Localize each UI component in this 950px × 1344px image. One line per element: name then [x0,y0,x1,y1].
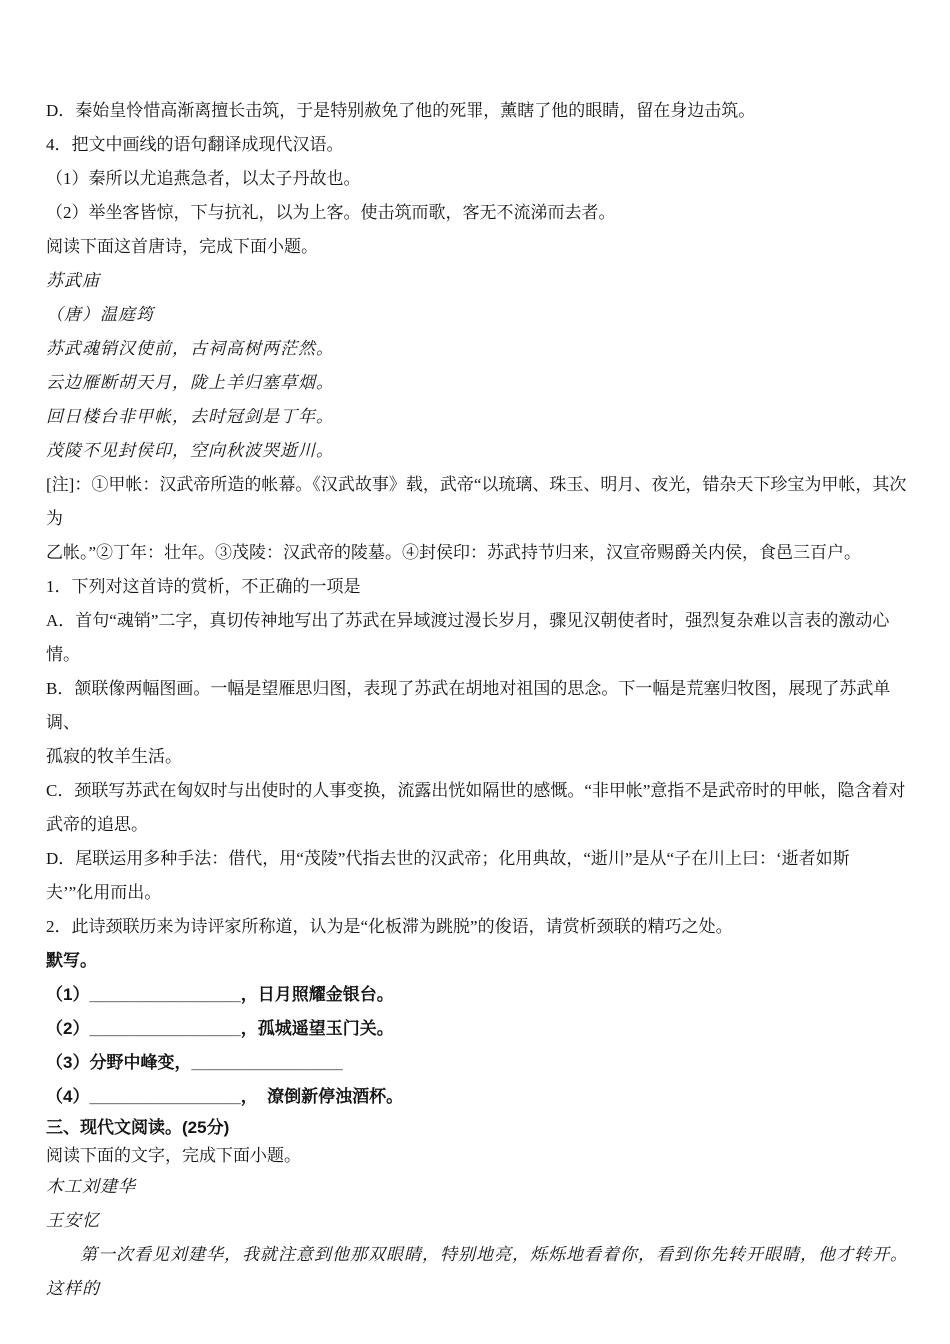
question-4-stem: 4．把文中画线的语句翻译成现代汉语。 [46,135,344,154]
dictation-item-3: （3）分野中峰变，________________ [46,1053,343,1072]
question-4-item-2: （2）举坐客皆惊，下与抗礼，以为上客。使击筑而歌，客无不流涕而去者。 [46,203,616,222]
q1-option-a-line-1: A．首句“魂销”二字，真切传神地写出了苏武在异域渡过漫长岁月，骤见汉朝使者时，强烈复杂难以言表的激动心 [46,611,890,630]
poem-reading-instruction: 阅读下面这首唐诗，完成下面小题。 [46,237,318,256]
poem-line-3: 回日楼台非甲帐，去时冠剑是丁年。 [46,407,334,427]
poem-line-1: 苏武魂销汉使前，古祠高树两茫然。 [46,339,334,359]
poem-note-line-2: 乙帐。”②丁年：壮年。③茂陵：汉武帝的陵墓。④封侯印：苏武持节归来，汉宣帝赐爵关内侯，食邑三百户。 [46,543,862,562]
dictation-heading: 默写。 [46,951,97,970]
q1-option-c-line-2: 武帝的追思。 [46,815,148,834]
question-2-stem: 2．此诗颈联历来为诗评家所称道，认为是“化板滞为跳脱”的俊语，请赏析颈联的精巧之处。 [46,917,733,936]
q1-option-d-line-1: D．尾联运用多种手法：借代，用“茂陵”代指去世的汉武帝；化用典故，“逝川”是从“子在川上曰：‘逝者如斯 [46,849,850,868]
essay-author: 王安忆 [46,1211,100,1231]
poem-note-line-1: [注]：①甲帐：汉武帝所造的帐幕。《汉武故事》载，武帝“以琉璃、珠玉、明月、夜光，错杂天下珍宝为甲帐，其次为 [46,475,907,528]
q3-option-d: D．秦始皇怜惜高渐离擅长击筑，于是特别赦免了他的死罪，薰瞎了他的眼睛，留在身边击筑。 [46,101,756,120]
question-1-stem: 1．下列对这首诗的赏析，不正确的一项是 [46,577,361,596]
q1-option-a-line-2: 情。 [46,645,80,664]
poem-line-2: 云边雁断胡天月，陇上羊归塞草烟。 [46,373,334,393]
dictation-item-1: （1）________________，日月照耀金银台。 [46,985,394,1004]
q1-option-b-line-2: 孤寂的牧羊生活。 [46,747,182,766]
question-4-item-1: （1）秦所以尤追燕急者，以太子丹故也。 [46,169,361,188]
modern-reading-instruction: 阅读下面的文字，完成下面小题。 [46,1146,301,1165]
essay-title: 木工刘建华 [46,1177,136,1197]
poem-title: 苏武庙 [46,271,100,291]
section-3-heading: 三、现代文阅读。(25分) [46,1118,230,1137]
document-body [46,94,908,1306]
dictation-item-2: （2）________________，孤城遥望玉门关。 [46,1019,394,1038]
essay-paragraph-line-1: 第一次看见刘建华，我就注意到他那双眼睛，特别地亮，烁烁地看着你，看到你先转开眼睛，他才转开。这样的 [46,1245,908,1299]
poem-line-4: 茂陵不见封侯印，空向秋波哭逝川。 [46,441,334,461]
dictation-item-4: （4）________________， 潦倒新停浊酒杯。 [46,1087,404,1106]
poem-author: （唐）温庭筠 [46,305,154,325]
q1-option-b-line-1: B．颔联像两幅图画。一幅是望雁思归图，表现了苏武在胡地对祖国的思念。下一幅是荒塞归牧图，展现了苏武单调、 [46,679,891,732]
q1-option-d-line-2: 夫’”化用而出。 [46,883,162,902]
q1-option-c-line-1: C．颈联写苏武在匈奴时与出使时的人事变换，流露出恍如隔世的感慨。“非甲帐”意指不是武帝时的甲帐，隐含着对 [46,781,906,800]
